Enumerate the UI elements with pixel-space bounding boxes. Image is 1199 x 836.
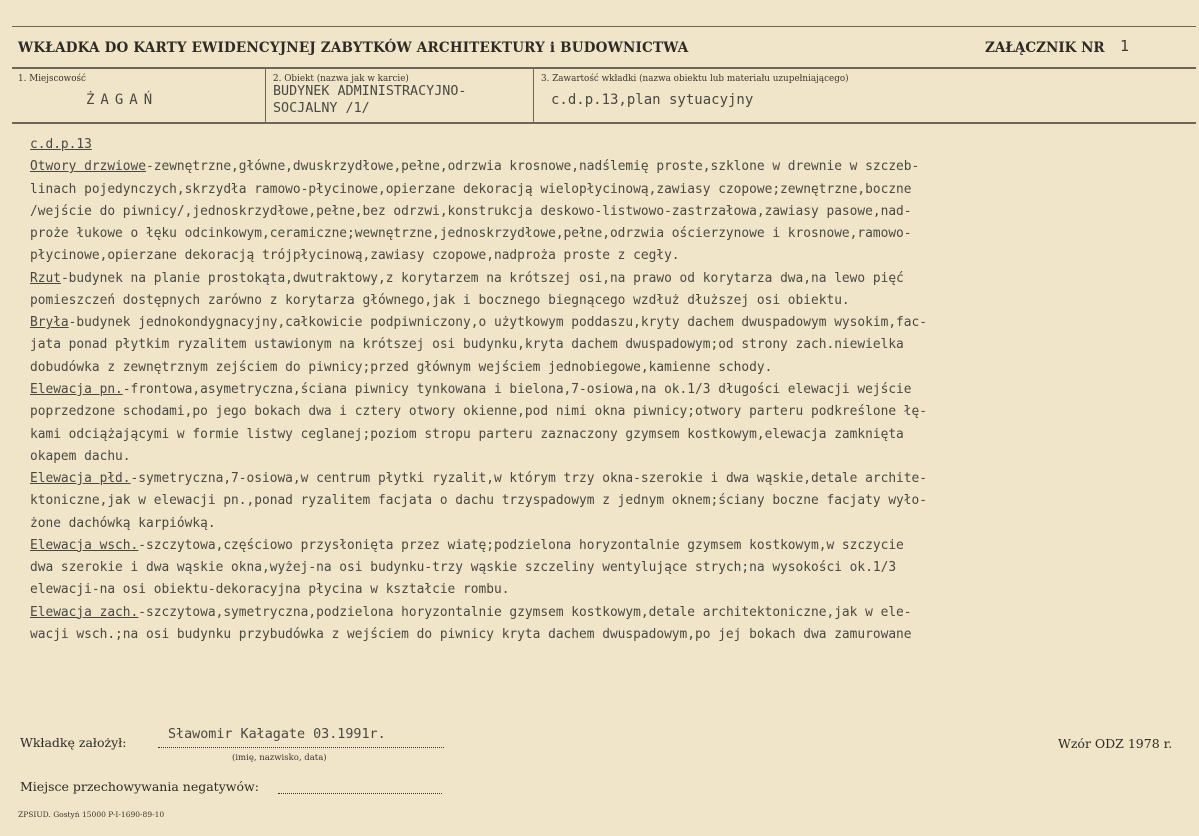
body-text-segment: -zewnętrzne,główne,dwuskrzydłowe,pełne,odrzwia krosnowe,nadślemię proste,szklone w drewnie w szczeb- — [146, 159, 920, 175]
body-text-segment: -szczytowa,symetryczna,podzielona horyzontalnie gzymsem kostkowym,detale architektoniczne,jak w ele- — [138, 604, 912, 620]
section-heading: Elewacja pn. — [30, 381, 123, 397]
body-text-segment: -frontowa,asymetryczna,ściana piwnicy tynkowana i bielona,7-osiowa,na ok.1/3 długości elewacji wejście — [122, 381, 912, 397]
author-line — [158, 747, 444, 748]
body-text-segment: płycinowe,opierzane dekoracją trójpłycinową,zawiasy czopowe,nadproża proste z cegły. — [30, 248, 680, 264]
body-line — [30, 245, 680, 267]
object-label: 2. Obiekt (nazwa jak w karcie) — [273, 74, 409, 84]
body-text-segment: linach pojedynczych,skrzydła ramowo-płycinowe,opierzane dekoracją wielopłycinową,zawiasy czopowe;zewnętrzne,boczne — [30, 181, 912, 197]
field-row-top-border — [12, 67, 1196, 69]
contents-label: 3. Zawartość wkładki (nazwa obiektu lub materiału uzupełniającego) — [541, 74, 849, 84]
printer-note: ZPSIUD. Gostyń 15000 P-I-1690-89-10 — [18, 810, 165, 819]
section-heading: Otwory drzwiowe — [30, 159, 146, 175]
locality-value: ŻAGAŃ — [86, 92, 159, 108]
body-text-segment: żone dachówką karpiówką. — [30, 515, 216, 531]
form-title: WKŁADKA DO KARTY EWIDENCYJNEJ ZABYTKÓW ARCHITEKTURY i BUDOWNICTWA — [18, 40, 689, 56]
body-text-segment: /wejście do piwnicy/,jednoskrzydłowe,pełne,bez odrzwi,konstrukcja deskowo-listwowo-zastrzałowa,zawiasy pasowe,nad- — [30, 203, 912, 219]
top-border — [12, 26, 1196, 27]
body-line — [30, 290, 850, 312]
body-text-segment: wacji wsch.;na osi budynku przybudówka z wejściem do piwnicy kryta dachem dwuspadowym,po jej bokach dwa zamurowane — [30, 626, 912, 642]
body-line — [30, 201, 912, 223]
field-divider-2 — [533, 68, 534, 122]
body-text-segment: pomieszczeń dostępnych zarówno z korytarza głównego,jak i bocznego biegnącego wzdłuż dłuższej osi obiektu. — [30, 292, 850, 308]
body-line — [30, 468, 927, 490]
negatives-line — [278, 793, 442, 794]
body-line — [30, 424, 904, 446]
section-heading: c.d.p.13 — [30, 137, 92, 152]
body-line — [30, 134, 92, 156]
body-text-segment: elewacji-na osi obiektu-dekoracyjna płycina w kształcie rombu. — [30, 582, 510, 598]
author-hint: (imię, nazwisko, data) — [232, 753, 327, 763]
section-heading: Bryła — [30, 315, 69, 331]
object-value-line-2: SOCJALNY /1/ — [273, 101, 370, 116]
body-line — [30, 490, 927, 512]
contents-value: c.d.p.13,plan sytuacyjny — [551, 92, 754, 108]
field-divider-1 — [265, 68, 266, 122]
body-line — [30, 357, 772, 379]
section-heading: Elewacja wsch. — [30, 537, 139, 553]
locality-label: 1. Miejscowość — [18, 74, 86, 84]
field-row-bottom-border — [12, 122, 1196, 124]
body-text-segment: ktoniczne,jak w elewacji pn.,ponad ryzalitem facjata o dachu trzyspadowym z jednym oknem;ściany boczne facjaty wyło- — [30, 493, 927, 509]
body-text-segment: jata ponad płytkim ryzalitem ustawionym na krótszej osi budynku,kryta dachem dwuspadowym;od strony zach.niewielka — [30, 337, 904, 353]
body-line — [30, 223, 912, 245]
body-text-segment: poprzedzone schodami,po jego bokach dwa i cztery otwory okienne,pod nimi okna piwnicy;otwory parteru podkreślone łę- — [30, 404, 927, 420]
body-text-segment: -budynek jednokondygnacyjny,całkowicie podpiwniczony,o użytkowym poddaszu,kryty dachem dwuspadowym wysokim,fac- — [68, 315, 927, 331]
author-label: Wkładkę założył: — [20, 735, 127, 750]
object-value-line-1: BUDYNEK ADMINISTRACYJNO- — [273, 84, 467, 99]
section-heading: Rzut — [30, 270, 61, 286]
body-line — [30, 579, 509, 601]
body-line — [30, 446, 131, 468]
body-text-segment: -budynek na planie prostokąta,dwutraktowy,z korytarzem na krótszej osi,na prawo od korytarza dwa,na lewo pięć — [60, 270, 904, 286]
body-text-segment: okapem dachu. — [30, 448, 131, 464]
body-line — [30, 557, 896, 579]
annex-number: 1 — [1120, 37, 1130, 55]
body-text-segment: dwa szerokie i dwa wąskie okna,wyżej-na osi budynku-trzy wąskie szczeliny wentylujące strych;na wysokości ok.1/3 — [30, 560, 897, 576]
author-value: Sławomir Kałagate 03.1991r. — [168, 727, 386, 742]
body-line — [30, 624, 912, 646]
form-model: Wzór ODZ 1978 r. — [1058, 736, 1173, 751]
body-line — [30, 602, 912, 624]
body-line — [30, 268, 904, 290]
annex-label: ZAŁĄCZNIK NR — [985, 40, 1105, 56]
body-line — [30, 156, 919, 178]
section-heading: Elewacja płd. — [30, 471, 131, 487]
section-heading: Elewacja zach. — [30, 604, 139, 620]
body-line — [30, 535, 904, 557]
body-line — [30, 179, 912, 201]
body-text-segment: dobudówka z zewnętrznym zejściem do piwnicy;przed głównym wejściem jednobiegowe,kamienne schody. — [30, 359, 773, 375]
body-line — [30, 379, 912, 401]
negatives-label: Miejsce przechowywania negatywów: — [20, 779, 259, 794]
body-text-segment: kami odciążającymi w formie listwy ceglanej;poziom stropu parteru zaznaczony gzymsem kostkowym,elewacja zamknięta — [30, 426, 904, 442]
body-line — [30, 513, 216, 535]
body-text-segment: -symetryczna,7-osiowa,w centrum płytki ryzalit,w którym trzy okna-szerokie i dwa wąskie,detale archite- — [130, 471, 927, 487]
body-line — [30, 401, 927, 423]
body-text-segment: -szczytowa,częściowo przysłonięta przez wiatę;podzielona horyzontalnie gzymsem kostkowym,w szczycie — [138, 537, 904, 553]
body-text-segment: proże łukowe o łęku odcinkowym,ceramiczne;wewnętrzne,jednoskrzydłowe,pełne,odrzwia ościerzynowe i krosnowe,ramowo- — [30, 226, 912, 242]
body-line — [30, 312, 927, 334]
body-line — [30, 334, 904, 356]
